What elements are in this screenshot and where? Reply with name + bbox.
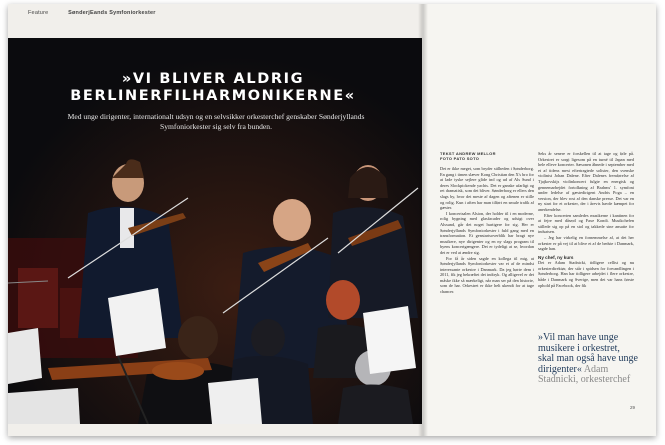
paragraph: Det er Adam Stadnicki, tidligere cellist og nu orkesterdirektør, der står i spidsen for forvandlingen i Sønderborg. Han har tidligere arbejdet i flere orkestre, både i Danmark og Sverige, men det var hans første ophold på Facebook, der fik [538,260,634,288]
paragraph: I koncertsalen Alsion, der holder til i en moderne, rolig bygning med glasfacader og udsigt over Alssund, går det noget hurtigere for sig. Her er Sønderjyllands Symfoniorkester i fuld gang med en transformation. Et genstartsoverblik har bragt nye musikere, nye dirigenter og en ny slags program til byens koncertgængere. Det er tydeligt at se, hvordan det er ved at ændre sig. [440,210,534,255]
section-label: Feature [28,10,49,16]
pull-quote-text: »Vil man have unge musikere i orkestret, skal man også have unge dirigenter« [538,332,638,375]
byline-author: TEKST ANDREW MELLOR [440,151,496,156]
page-gutter [418,4,428,436]
paragraph: For få år siden sagde en kollega til mig, at Sønderjyllands Symfoniorkester var et af de mindst interessante orkestre i Danmark. Da jeg hørte dem i 2011, fik jeg bekræftet det indtryk. Og alligevel er det måske ikke så mærkeligt, når man ser på den historie, som de har. Orkestret er ikke helt ukendt for at tage chancer. [440,255,534,295]
article-intro: Med unge dirigenter, internationalt udsyn og en selvsikker orkesterchef genskaber Sønderjyllands Symfoniorkester sig selv fra bunden. [67,112,365,131]
article-column-2 [538,151,634,329]
article-headline: »VI BLIVER ALDRIG BERLINERFILHARMONIKERNE« [70,71,356,104]
paragraph: Seks år senere er forskellen til at tage og føle på. Orkestret er sorgt ligesom på en turné til Japan med hele elleve koncerter. Sæsonen åbnede i september med et af tidens mest eftertragtede solister, den svenske violinist Johan Dalene. Efter Dalenes fremførelse af Tjajkovskijs violinkoncert fulgte en energisk og gennemarbejdet fortolkning af Brahms' 1. symfoni under ledelse af gæstedirigent Andris Poga – en version, der blev rost af den danske presse. Det var en ny start for et orkester, der i årevis havde kæmpet for anerkendelse. [538,151,634,212]
pull-quote [538,333,638,386]
paragraph: – Jeg har virkelig en fornemmelse af, at det her orkester er på vej til at blive et af de bedste i Danmark, sagde han. [538,234,634,252]
page-header [28,10,156,16]
paragraph: Det er ikke meget, som bryder stilheden i Sønderborg. En gang i timen slæver Kong Christian den X's bro for at lade tyske sejlere glide ind og ud af Als Sund i deres Slockpickende yachts. Det er ganske ufarligt og ret dramatisk, som det bliver. Sønderborg er ellers den slags by, hvor det meste af dagen og aftenen er stille og rolig. Kun i aften har man tilført en smule trafik af gæster. [440,166,534,211]
page-number: 29 [630,405,636,410]
article-column-1 [440,166,534,416]
byline-photo: FOTO PATO SOTO [440,156,480,161]
subheading: Ny chef, ny kurs [538,254,574,260]
pull-quote-author: Adam Stadnicki, orkesterchef [538,363,631,386]
byline [440,151,496,161]
paragraph: Efter koncerten samledes musikerne i kantinen for at fejre med dåseøl og Faxe Kondi. Musikchefen stillede sig op på en stol og takkede sine ansatte for indsatsen. [538,212,634,235]
magazine-label: SønderjEands Symfoniorkester [68,10,156,16]
